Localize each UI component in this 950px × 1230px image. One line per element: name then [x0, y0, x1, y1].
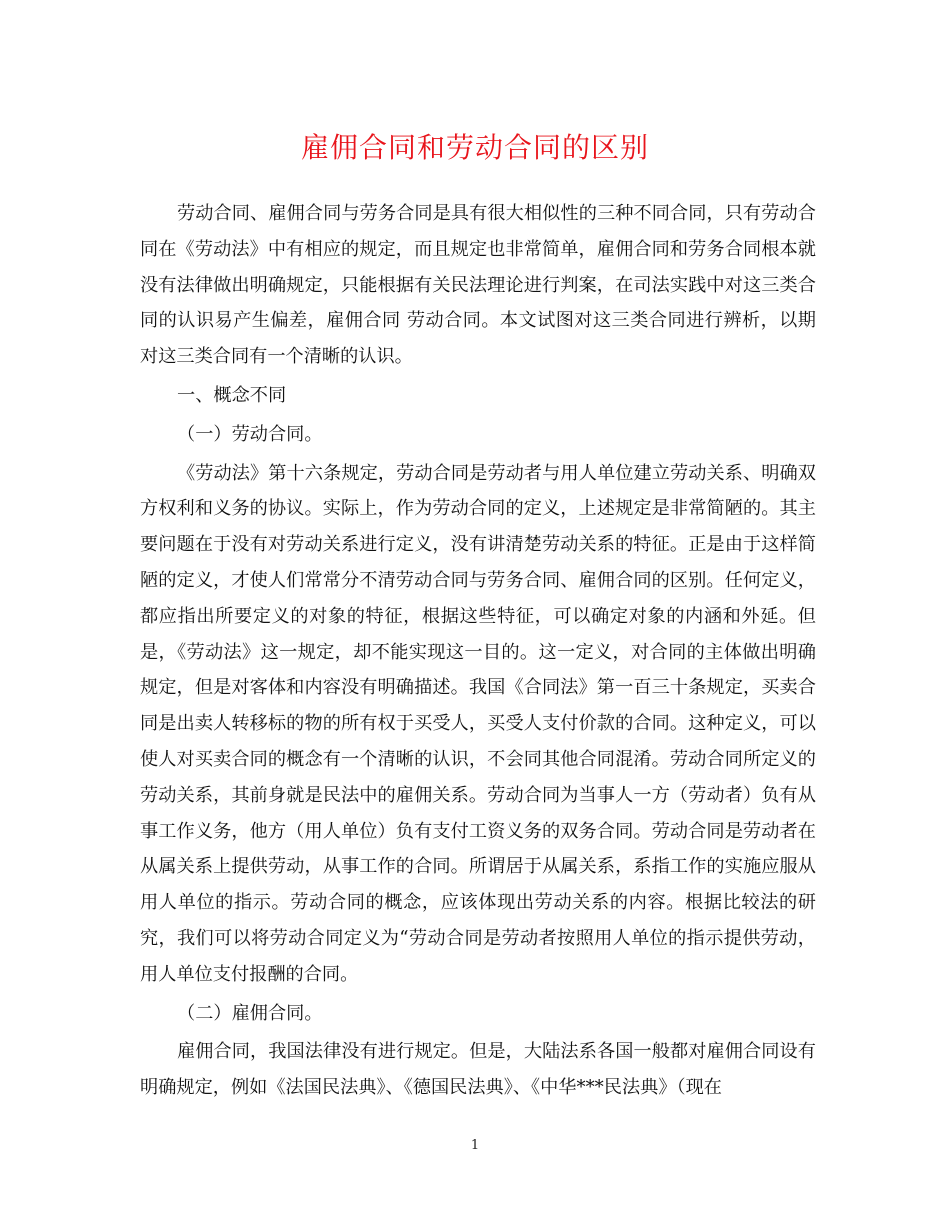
- subsection-heading-labor-contract: （一）劳动合同。: [177, 423, 323, 445]
- paragraph-intro: 劳动合同、雇佣合同与劳务合同是具有很大相似性的三种不同合同，只有劳动合同在《劳动法》中有相应的规定，而且规定也非常简单，雇佣合同和劳务合同根本就没有法律做出明确规定，只能根据有关民法理论进行判案，在司法实践中对这三类合同的认识易产生偏差，雇佣合同 劳动合同。本文试图对这三类合同进行辨析，以期对这三类合同有一个清晰的认识。: [140, 203, 816, 368]
- document-title: 雇佣合同和劳动合同的区别: [300, 131, 649, 164]
- page-number: 1: [470, 1138, 480, 1153]
- section-heading-concepts: 一、概念不同: [177, 384, 287, 406]
- subsection-heading-employment-contract: （二）雇佣合同。: [177, 1002, 323, 1024]
- document-body: [140, 196, 816, 1106]
- paragraph-labor-contract: 《劳动法》第十六条规定，劳动合同是劳动者与用人单位建立劳动关系、明确双方权利和义务的协议。实际上，作为劳动合同的定义，上述规定是非常简陋的。其主要问题在于没有对劳动关系进行定义，没有讲清楚劳动关系的特征。正是由于这样简陋的定义，才使人们常常分不清劳动合同与劳务合同、雇佣合同的区别。任何定义，都应指出所要定义的对象的特征，根据这些特征，可以确定对象的内涵和外延。但是，《劳动法》这一规定，却不能实现这一目的。这一定义，对合同的主体做出明确规定，但是对客体和内容没有明确描述。我国《合同法》第一百三十条规定，买卖合同是出卖人转移标的物的所有权于买受人，买受人支付价款的合同。这种定义，可以使人对买卖合同的概念有一个清晰的认识，不会同其他合同混淆。劳动合同所定义的劳动关系，其前身就是民法中的雇佣关系。劳动合同为当事人一方（劳动者）负有从事工作义务，他方（用人单位）负有支付工资义务的双务合同。劳动合同是劳动者在从属关系上提供劳动，从事工作的合同。所谓居于从属关系，系指工作的实施应服从用人单位的指示。劳动合同的概念，应该体现出劳动关系的内容。根据比较法的研究，我们可以将劳动合同定义为“劳动合同是劳动者按照用人单位的指示提供劳动，用人单位支付报酬的合同。: [140, 462, 816, 985]
- paragraph-employment-contract: 雇佣合同，我国法律没有进行规定。但是，大陆法系各国一般都对雇佣合同设有明确规定，例如《法国民法典》、《德国民法典》、《中华***民法典》（现在: [140, 1041, 816, 1099]
